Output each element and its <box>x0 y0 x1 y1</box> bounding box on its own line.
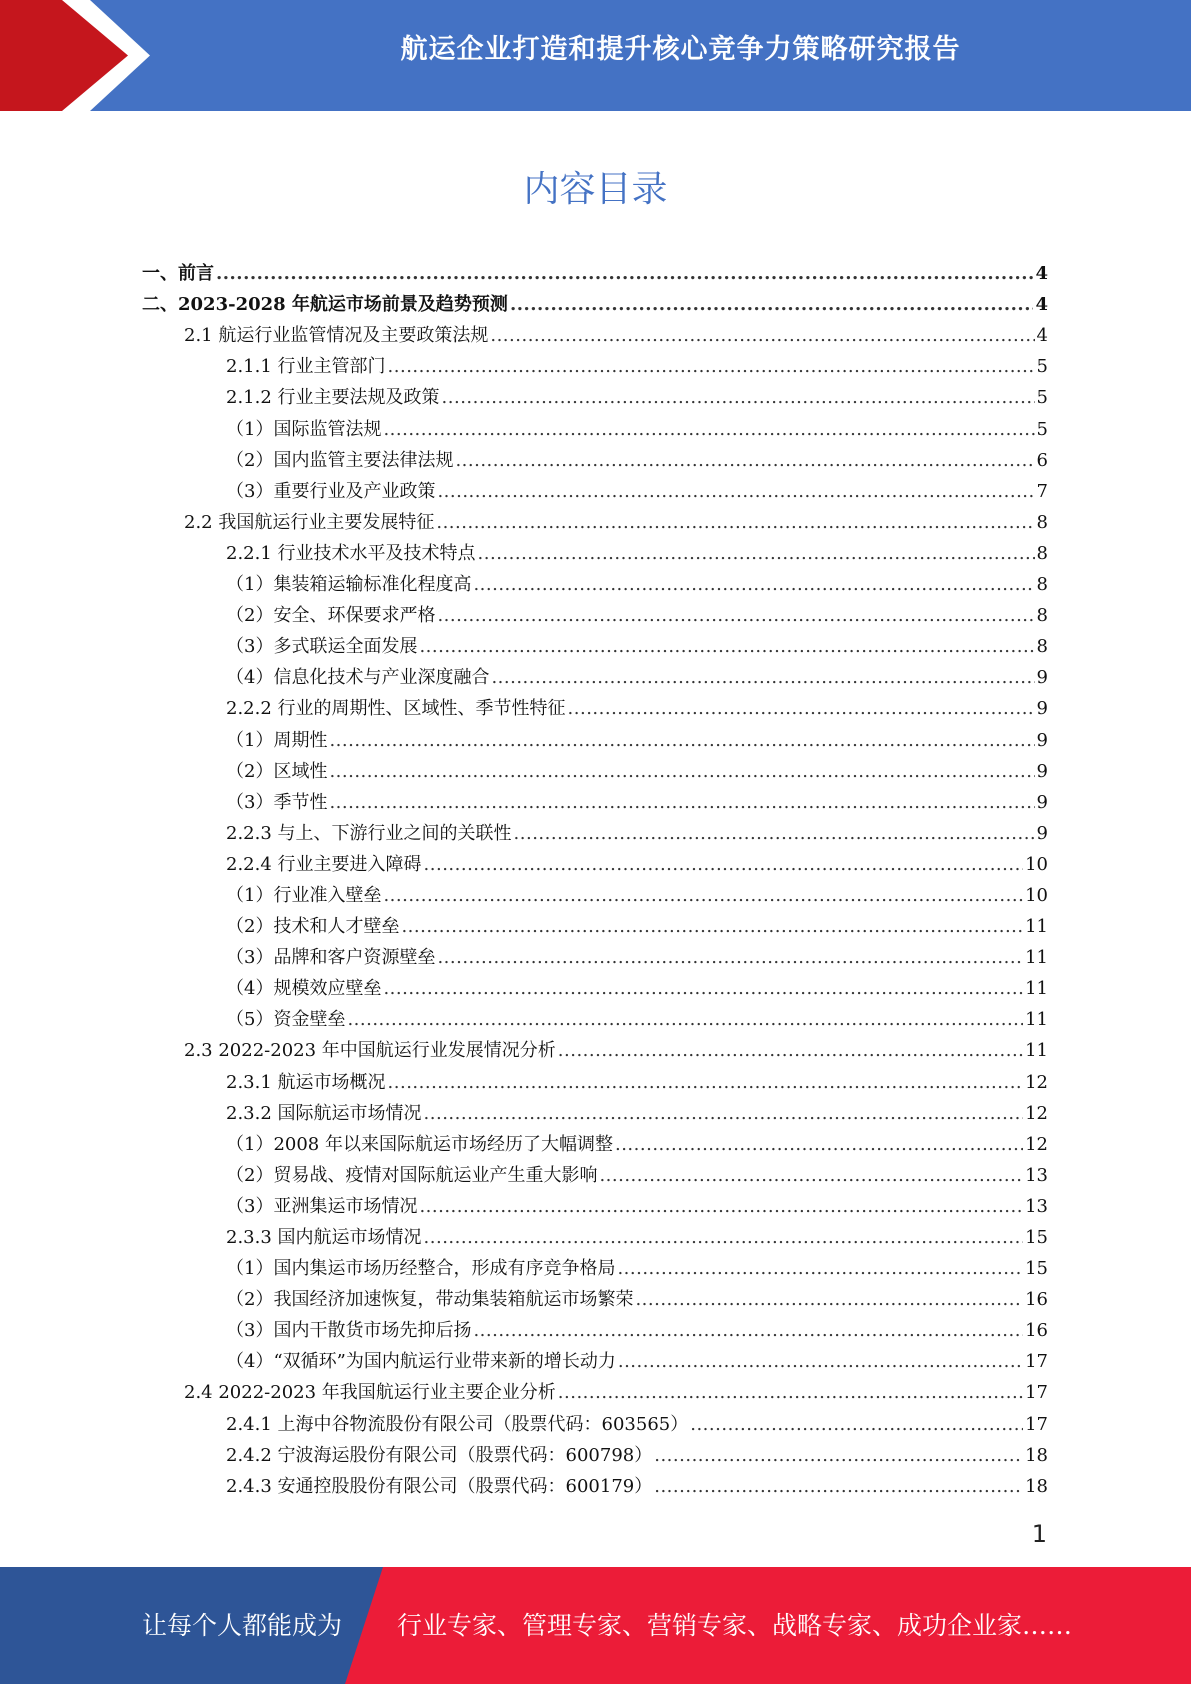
toc-entry-title: （1）集装箱运输标准化程度高 <box>226 574 472 596</box>
footer-banner <box>0 1567 1191 1684</box>
toc-leader-dots <box>514 823 1035 845</box>
toc-leader-dots <box>388 356 1035 378</box>
toc-entry[interactable] <box>226 938 1048 969</box>
toc-entry-title: 2.3.3 国内航运市场情况 <box>226 1227 422 1248</box>
footer-slogan-right: 行业专家、管理专家、营销专家、战略专家、成功企业家…… <box>397 1611 1073 1640</box>
toc-entry-page: 18 <box>1025 1475 1048 1497</box>
toc-entry-page: 12 <box>1025 1133 1048 1155</box>
toc-entry[interactable] <box>226 783 1048 814</box>
toc-leader-dots <box>436 512 1034 534</box>
toc-entry[interactable] <box>226 378 1048 409</box>
table-of-contents <box>0 254 1191 1498</box>
toc-entry-page: 8 <box>1036 636 1048 658</box>
toc-entry-title: （3）季节性 <box>226 791 328 813</box>
toc-leader-dots <box>329 792 1034 814</box>
toc-entry-title: （1）行业准入壁垒 <box>226 884 382 906</box>
toc-entry[interactable] <box>226 565 1048 596</box>
toc-entry[interactable] <box>226 1311 1048 1342</box>
toc-entry[interactable] <box>226 1436 1048 1467</box>
toc-entry-title: （2）区域性 <box>226 760 328 782</box>
toc-heading: 内容目录 <box>523 169 668 210</box>
toc-leader-dots <box>388 1072 1024 1094</box>
toc-entry-title: 2.4 2022-2023 年我国航运行业主要企业分析 <box>184 1382 556 1404</box>
toc-entry-title: 二、2023-2028 年航运市场前景及趋势预测 <box>142 294 508 316</box>
toc-entry-title: （3）多式联运全面发展 <box>226 636 418 658</box>
toc-entry-page: 5 <box>1036 418 1048 440</box>
toc-entry-title: （4）规模效应壁垒 <box>226 978 382 1000</box>
toc-entry-page: 15 <box>1025 1258 1048 1280</box>
toc-entry-title: （3）品牌和客户资源壁垒 <box>226 947 436 969</box>
toc-entry-title: 2.1 航运行业监管情况及主要政策法规 <box>184 325 489 347</box>
toc-leader-dots <box>558 1040 1023 1062</box>
toc-leader-dots <box>329 730 1034 752</box>
toc-entry-title: 2.2.4 行业主要进入障碍 <box>226 853 422 875</box>
toc-entry[interactable] <box>226 720 1048 751</box>
toc-leader-dots <box>478 543 1035 565</box>
toc-entry-title: （3）国内干散货市场先抑后扬 <box>226 1320 472 1342</box>
toc-entry[interactable] <box>226 969 1048 1000</box>
toc-entry-title: 2.3 2022-2023 年中国航运行业发展情况分析 <box>184 1040 556 1062</box>
toc-leader-dots <box>599 1165 1023 1187</box>
toc-entry-title: 2.2.2 行业的周期性、区域性、季节性特征 <box>226 698 566 720</box>
toc-entry-page: 10 <box>1025 884 1048 906</box>
toc-entry-page: 4 <box>1036 325 1048 347</box>
toc-leader-dots <box>419 1196 1023 1218</box>
toc-entry-page: 17 <box>1025 1351 1048 1373</box>
toc-entry-page: 4 <box>1035 263 1048 285</box>
toc-entry[interactable] <box>226 347 1048 378</box>
toc-entry[interactable] <box>226 1249 1048 1280</box>
toc-entry[interactable] <box>226 1094 1048 1125</box>
toc-entry-page: 8 <box>1036 542 1048 564</box>
toc-entry-page: 11 <box>1025 978 1048 1000</box>
toc-leader-dots <box>383 885 1023 907</box>
toc-entry[interactable] <box>184 316 1048 347</box>
toc-entry-page: 5 <box>1036 387 1048 409</box>
toc-entry-page: 13 <box>1025 1164 1048 1186</box>
toc-leader-dots <box>635 1289 1023 1311</box>
toc-entry-page: 9 <box>1036 729 1048 751</box>
toc-entry-title: 2.3.2 国际航运市场情况 <box>226 1102 422 1124</box>
toc-entry-page: 9 <box>1036 760 1048 782</box>
toc-leader-dots <box>615 1134 1023 1156</box>
toc-entry-page: 11 <box>1025 947 1048 969</box>
toc-entry-page: 16 <box>1025 1289 1048 1311</box>
toc-entry[interactable] <box>226 907 1048 938</box>
toc-entry[interactable] <box>226 596 1048 627</box>
toc-entry-title: 2.4.2 宁波海运股份有限公司（股票代码：600798） <box>226 1444 653 1466</box>
toc-entry-page: 8 <box>1036 511 1048 533</box>
toc-entry[interactable] <box>226 1062 1048 1093</box>
toc-entry-title: （2）安全、环保要求严格 <box>226 605 436 627</box>
toc-entry[interactable] <box>226 752 1048 783</box>
toc-leader-dots <box>401 916 1023 938</box>
toc-leader-dots <box>568 698 1035 720</box>
toc-entry[interactable] <box>226 1156 1048 1187</box>
toc-entry[interactable] <box>226 1404 1048 1435</box>
report-title: 航运企业打造和提升核心竞争力策略研究报告 <box>400 34 961 65</box>
toc-entry-page: 11 <box>1025 1040 1048 1062</box>
toc-entry-title: （4）信息化技术与产业深度融合 <box>226 667 490 689</box>
toc-entry-title: 2.2 我国航运行业主要发展特征 <box>184 511 435 533</box>
toc-entry-title: 2.2.1 行业技术水平及技术特点 <box>226 542 476 564</box>
toc-entry[interactable] <box>226 689 1048 720</box>
toc-entry-title: 2.1.2 行业主要法规及政策 <box>226 387 440 409</box>
toc-leader-dots <box>690 1414 1023 1436</box>
toc-entry-title: 2.2.3 与上、下游行业之间的关联性 <box>226 822 512 844</box>
toc-entry[interactable] <box>184 503 1048 534</box>
toc-leader-dots <box>473 1320 1023 1342</box>
toc-leader-dots <box>473 574 1034 596</box>
toc-entry-page: 5 <box>1036 356 1048 378</box>
toc-leader-dots <box>490 325 1034 347</box>
toc-entry[interactable] <box>226 409 1048 440</box>
toc-entry[interactable] <box>226 876 1048 907</box>
toc-entry-page: 18 <box>1025 1444 1048 1466</box>
header-banner <box>0 0 1191 111</box>
toc-entry-page: 6 <box>1036 449 1048 471</box>
toc-entry[interactable] <box>226 472 1048 503</box>
toc-entry-page: 16 <box>1025 1320 1048 1342</box>
toc-entry-title: （2）国内监管主要法律法规 <box>226 449 454 471</box>
toc-leader-dots <box>491 667 1034 689</box>
toc-entry-page: 12 <box>1025 1102 1048 1124</box>
toc-entry-title: 2.1.1 行业主管部门 <box>226 356 386 378</box>
toc-leader-dots <box>654 1445 1023 1467</box>
toc-entry-title: （1）2008 年以来国际航运市场经历了大幅调整 <box>226 1133 613 1155</box>
toc-entry[interactable] <box>226 534 1048 565</box>
toc-leader-dots <box>617 1258 1023 1280</box>
toc-entry[interactable] <box>226 1280 1048 1311</box>
toc-entry[interactable] <box>226 1000 1048 1031</box>
toc-entry-title: （2）贸易战、疫情对国际航运业产生重大影响 <box>226 1164 598 1186</box>
toc-leader-dots <box>558 1382 1023 1404</box>
toc-entry-title: （2）我国经济加速恢复，带动集装箱航运市场繁荣 <box>226 1289 634 1311</box>
toc-leader-dots <box>329 761 1034 783</box>
toc-entry[interactable] <box>226 441 1048 472</box>
toc-leader-dots <box>347 1009 1023 1031</box>
toc-entry-title: （3）重要行业及产业政策 <box>226 480 436 502</box>
toc-leader-dots <box>419 636 1034 658</box>
toc-entry-page: 13 <box>1025 1195 1048 1217</box>
toc-entry-title: 2.4.3 安通控股股份有限公司（股票代码：600179） <box>226 1475 653 1497</box>
toc-entry-page: 15 <box>1025 1227 1048 1248</box>
toc-entry-title: 2.3.1 航运市场概况 <box>226 1071 386 1093</box>
toc-entry[interactable] <box>226 627 1048 658</box>
toc-leader-dots <box>437 947 1023 969</box>
toc-entry[interactable] <box>226 1342 1048 1373</box>
red-arrow-icon <box>0 0 160 111</box>
toc-entry-title: （1）周期性 <box>226 729 328 751</box>
toc-entry[interactable] <box>226 1467 1048 1498</box>
toc-entry-title: （5）资金壁垒 <box>226 1009 346 1031</box>
toc-entry[interactable] <box>226 814 1048 845</box>
toc-leader-dots <box>424 1103 1024 1125</box>
toc-entry-page: 9 <box>1036 667 1048 689</box>
toc-entry[interactable] <box>226 658 1048 689</box>
toc-entry-page: 9 <box>1036 822 1048 844</box>
toc-leader-dots <box>618 1351 1023 1373</box>
toc-entry[interactable] <box>226 845 1048 876</box>
toc-entry-page: 17 <box>1025 1413 1048 1435</box>
toc-leader-dots <box>383 978 1023 1000</box>
toc-entry-page: 10 <box>1025 853 1048 875</box>
toc-entry[interactable] <box>142 254 1048 285</box>
toc-entry-page: 9 <box>1036 791 1048 813</box>
toc-entry-page: 11 <box>1025 916 1048 938</box>
toc-leader-dots <box>437 481 1034 503</box>
page-number: 1 <box>1031 1520 1047 1548</box>
toc-leader-dots <box>424 1227 1024 1249</box>
toc-entry[interactable] <box>226 1218 1048 1249</box>
toc-leader-dots <box>510 294 1034 316</box>
toc-entry-page: 9 <box>1036 698 1048 720</box>
toc-leader-dots <box>654 1476 1023 1498</box>
toc-entry-title: （1）国际监管法规 <box>226 418 382 440</box>
toc-entry-title: （1）国内集运市场历经整合，形成有序竞争格局 <box>226 1258 616 1280</box>
toc-entry[interactable] <box>184 1373 1048 1404</box>
toc-leader-dots <box>437 605 1034 627</box>
toc-leader-dots <box>442 387 1035 409</box>
toc-entry-page: 4 <box>1035 294 1048 316</box>
toc-entry-page: 8 <box>1036 574 1048 596</box>
toc-leader-dots <box>383 419 1034 441</box>
toc-entry-title: 一、前言 <box>142 263 214 285</box>
toc-leader-dots <box>455 450 1034 472</box>
toc-entry-title: 2.4.1 上海中谷物流股份有限公司（股票代码：603565） <box>226 1413 689 1435</box>
toc-leader-dots <box>424 854 1024 876</box>
toc-entry[interactable] <box>226 1125 1048 1156</box>
toc-entry-title: （3）亚洲集运市场情况 <box>226 1195 418 1217</box>
footer-slogan-left: 让每个人都能成为 <box>142 1611 343 1640</box>
toc-entry[interactable] <box>226 1187 1048 1218</box>
toc-entry-page: 7 <box>1036 480 1048 502</box>
toc-entry-page: 8 <box>1036 605 1048 627</box>
toc-entry-title: （2）技术和人才壁垒 <box>226 916 400 938</box>
toc-entry-page: 11 <box>1025 1009 1048 1031</box>
toc-leader-dots <box>216 263 1033 285</box>
toc-entry-title: （4）“双循环”为国内航运行业带来新的增长动力 <box>226 1351 616 1373</box>
toc-entry[interactable] <box>142 285 1048 316</box>
toc-entry[interactable] <box>184 1031 1048 1062</box>
toc-entry-page: 12 <box>1025 1071 1048 1093</box>
toc-entry-page: 17 <box>1025 1382 1048 1404</box>
